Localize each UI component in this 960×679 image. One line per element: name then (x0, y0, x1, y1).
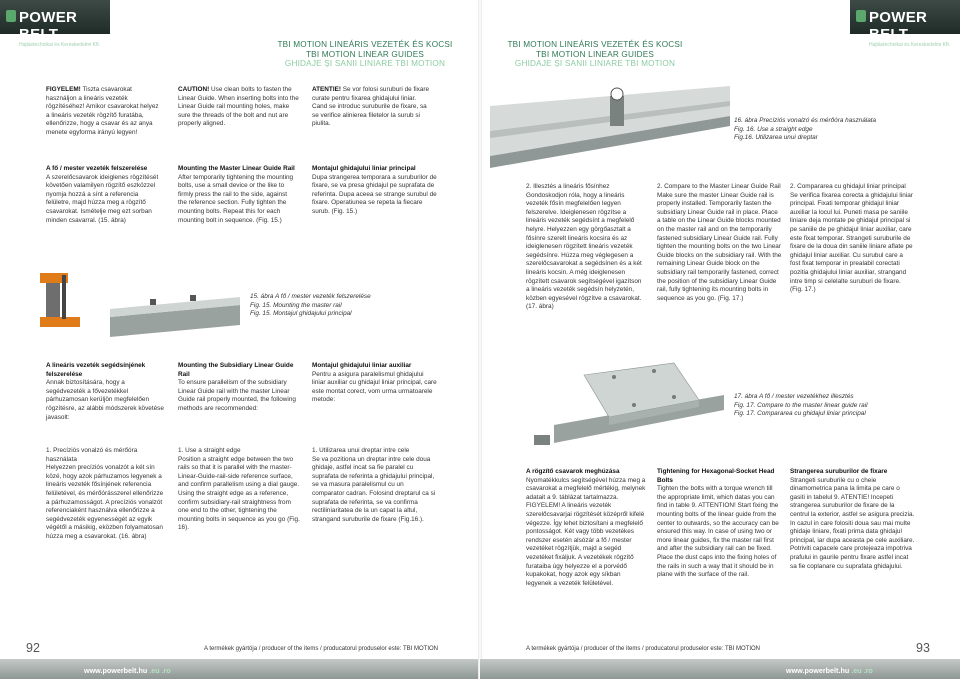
title-hu: TBI MOTION LINEÁRIS VEZETÉK ÉS KOCSI (277, 40, 453, 49)
footer-bar-right (480, 659, 960, 679)
step2-hu: 2. Illesztés a lineáris fősínhez Gondoskodjon róla, hogy a lineáris vezeték fősín megfelelően legyen felszerelve. Ideiglenesen rögzítse a lineáris vezeték segédsínt a megfelelő helyre. Helyezzen egy görgőasztalt a fősínre szerelt lineáris kocsira és az ideiglenesen rögzített lineáris vezeték segédsínre. Húzza meg véglegesen a szerelőcsavarokat a segédsínen és a két lineáris kocsin. A még ideiglenesen rögzített csavarok segítségével igazítson a lineáris vezeték segédsín helyzetén, közben egyesével rögzítve a csavarokat. (17. ábra) (526, 183, 642, 311)
figure-15-caption: 15. ábra A fő / mester vezeték felszerelése Fig. 15. Mounting the master rail Fig. 15. Montajul ghidajului principal (250, 293, 371, 318)
page-title-left (245, 40, 485, 69)
clamp-rail-illustration (40, 265, 240, 337)
atentie-ro: ATENTIE! Se vor folosi suruburi de fixare curate pentru fixarea ghidajului liniar. Cand se introduc suruburile de fixare, sa se verifice alinierea filetelor la surub si piulita. (312, 86, 430, 128)
brand-logo-left (19, 9, 110, 48)
figure-15-image (40, 265, 240, 337)
producer-right: A termékek gyártója / producer of the items / producatorul produselor este: TBI MOTION (526, 646, 760, 652)
subsidiary-en: Mounting the Subsidiary Linear Guide Rail To ensure parallelism of the subsidiary Linear Guide rail with the master Linear Guide rail properly mounted, the following methods are recommended: (178, 362, 296, 412)
title-en: TBI MOTION LINEAR GUIDES (305, 49, 425, 59)
power-belt-logo-icon (6, 10, 16, 22)
figure-17-image (524, 355, 724, 450)
bolts-en: Tightening for Hexagonal-Socket Head Bolts Tighten the bolts with a torque wrench till the appropriate limit, which datas you can find in table 9. ATTENTION! Start fixing the mounting bolts of the linear guide from the center to outwards, so the accuracy can be ensured this way. In case of using two or more linear guides, fix the master rail first and after the subsidiary rail can be fixed. Place the dust caps into the fixing holes of the rails in such a way that it should be in plane with the surface of the rail. (657, 468, 779, 579)
caution-en: CAUTION! Use clean bolts to fasten the Linear Guide. When inserting bolts into the Linear Guide rail mounting holes, make sure the threads of the bolt and nut are properly aligned. (178, 86, 299, 128)
footer-bar-left (0, 659, 480, 679)
step2-ro: 2. Compararea cu ghidajul liniar principal Se verifica fixarea corecta a ghidajului liniar principal. Fixati temporar ghidajul liniar auxiliar la locul lui. Puneti masa pe saniile liniare deja montate pe ghidajul principal si pe saniile de pe ghidajul liniar auxiliar, care este fixat temporar. Strangeti suruburile de fixare de la doua din saniile liniare aflate pe ghidajul liniar auxiliar. Cu surubul care a fost fixat temporar in prealabil corectati pozitia ghidajului liniar auxiliar, strangand intre timp si celelalte suruburi de fixare. (Fig. 17.) (790, 183, 913, 294)
brand-tagline: Hajtástechnikai és Kereskedelmi Kft. (19, 42, 101, 48)
master-hu: A fő / mester vezeték felszerelése A szerelőcsavarok ideiglenes rögzítését követően valamilyen rögzítő eszközzel nyomja hozzá a sínt a referencia felületre, majd húzza meg a rögzítő csavarokat. Ismételje meg ezt sorban minden csavarral. (15. ábra) (46, 165, 159, 224)
footer-url-right: www.powerbelt.hu .eu .ro (786, 666, 873, 675)
step1-en: 1. Use a straight edge Position a straight edge between the two rails so that it is parallel with the master-Linear-Guide-rail-side reference surface, and confirm parallelism using a dial gauge. Using the straight edge as a reference, confirm subsidiary-rail straightness from one end to the other, tightening the mounting bolts in sequence as you go (Fig. 16). (178, 447, 300, 532)
figure-16-image (490, 76, 730, 176)
master-ro: Montajul ghidajului liniar principal Dupa strangerea temporara a suruburilor de fixare, se va presa ghidajul pe suprafata de referinta. Dupa aceea se strange surubul de fixare. Operatiunea se repeta la fiecare surub. (Fig. 15.) (312, 165, 437, 215)
step1-hu: 1. Precíziós vonalzó és mérőóra használata Helyezzen precíziós vonalzót a két sín közé, hogy azok párhuzamos legyenek a lineáris vezeték fősínjének referencia felületével, és mérőórásszerel ellenőrizze a párhuzamosságot. A precíziós vonalzót referenciaként használva ellenőrizze a segédvezeték egyenességét az egyik végétől a másikig, eközben folyamatosan húzza meg a csavarokat. (16. ábra) (46, 447, 164, 540)
brand-bar-left (0, 0, 110, 48)
page-number-right: 93 (916, 641, 930, 655)
warning-hu: FIGYELEM! Tiszta csavarokat használjon a lineáris vezeték rögzítéséhez! Amikor csavarokat helyez a lineáris vezeték rögzítő furatába, ellenőrizze, hogy a csavar és az anya menete egyforma irányú legyen! (46, 86, 159, 136)
right-page (480, 0, 960, 679)
title-ro: GHIDAJE ȘI SANII LINIARE TBI MOTION (284, 59, 446, 68)
subsidiary-ro: Montajul ghidajului liniar auxiliar Pentru a asigura paralelismul ghidajului liniar auxiliar cu ghidajul liniar principal, care este montat corect, vom urma urmatoarele metode: (312, 362, 437, 404)
straight-edge-illustration (490, 76, 730, 176)
figure-16-caption: 16. ábra Precíziós vonalzó és mérőóra használata Fig. 16. Use a straight edge Fig.16. Utilizarea unui dreptar (734, 117, 877, 142)
page-number-left: 92 (26, 641, 40, 655)
producer-left: A termékek gyártója / producer of the items / producatorul produselor este: TBI MOTION (204, 646, 438, 652)
bolts-ro: Strangerea suruburilor de fixare Strangeti suruburile cu o cheie dinamometrica pana la limita pe care o gasiti in tabelul 9. ATENTIE! Incepeti strangerea suruburilor de fixare de la centrul la exterior, astfel se asigura precizia. In cazul in care folositi doua sau mai multe ghidaje liniare, fixati prima data ghidajul principal, iar dupa aceasta pe cele auxiliare. Potriviti capacele care protejeaza impotriva prafului in gaurile pentru fixare astfel incat sa fie coplanare cu suprafata ghidajului. (790, 468, 915, 570)
step2-en: 2. Compare to the Master Linear Guide Rail Make sure the master Linear Guide rail is properly installed. Temporarily fasten the subsidiary Linear Guide rail in place. Place a table on the Linear Guide blocks mounted on the master rail and on the temporarily fastened subsidiary Linear Guide rail. Fully tighten the mounting bolts on the two Linear Guide blocks on the subsidiary rail. With the remaining Linear Guide block on the subsidiary rail temporarily fastened, correct the position of the subsidiary Linear Guide rail, fully tightening its mounting bolts in sequence as you go. (Fig. 17.) (657, 183, 782, 302)
master-en: Mounting the Master Linear Guide Rail After temporarily tightening the mounting bolts, use a small device or the like to firmly press the rail to the side, against the reference section. Fully tighten the mounting bolts. Repeat this for each mounting bolt in sequence. (Fig. 15.) (178, 165, 295, 224)
table-rails-illustration (524, 355, 724, 450)
page-title-right: TBI MOTION LINEÁRIS VEZETÉK ÉS KOCSI TBI MOTION LINEAR GUIDES GHIDAJE ȘI SANII LINIARE TBI MOTION (507, 40, 683, 68)
footer-url-left: www.powerbelt.hu .eu .ro (84, 666, 171, 675)
subsidiary-hu: A lineáris vezeték segédsínjének felszerelése Annak biztosítására, hogy a segédvezeték a fővezetékkel párhuzamosan kerüljön megfelelően rögzítésre, az alábbi módszerek követése javasolt: (46, 362, 164, 421)
power-belt-logo-icon (856, 10, 866, 22)
bolts-hu: A rögzítő csavarok meghúzása Nyomatékkulcs segítségével húzza meg a csavarokat a megfelelő mértékig, melynek adatait a 9. táblázat tartalmazza. FIGYELEM! A lineáris vezeték szerelőcsavarjai rögzítését középről kifelé végezze. Így lehet biztosítani a megfelelő pontosságot. Két vagy több vezetékes rendszer esetén alsózár a fő / mester vezetéket rögzítjük, majd a segéd vezetéket fixáljuk. A vezetékek rögzítő furataiba úgy helyezze el a porvédő kupakokat, hogy azok egy síkban legyenek a vezeték felületével. (526, 468, 646, 587)
brand-name: POWER BELT (19, 9, 78, 43)
figure-17-caption: 17. ábra A fő / mester vezetékhez illesztés Fig. 17. Compare to the master linear guide rail Fig. 17. Compararea cu ghidajul liniar principal (734, 393, 868, 418)
brand-logo-right: POWER BELT Hajtástechnikai és Kereskedelmi Kft. (869, 9, 951, 48)
step1-ro: 1. Utilizarea unui dreptar intre cele Se va pozitiona un dreptar intre cele doua ghidaje, astfel incat sa fie paralel cu suprafata de referinta a ghidajului principal, se va masura paralelismul cu un comparator cadran. Folosind dreptarul ca si suprafata de referinta, se va confirma rectiliniaritatea de la un capat la altul, strangand suruburile de fixare (Fig.16.). (312, 447, 436, 523)
brand-bar-right (850, 0, 960, 48)
